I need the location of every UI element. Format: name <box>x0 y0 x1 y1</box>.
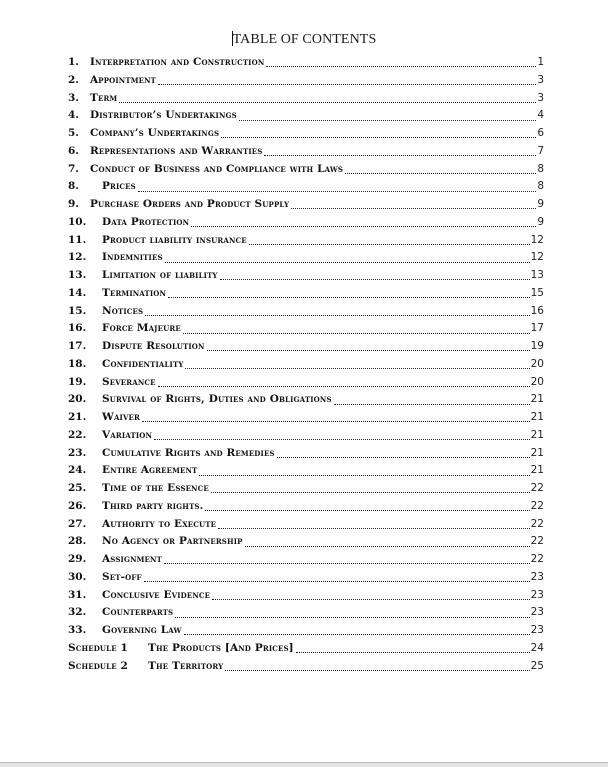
toc-entry-number: 31. <box>68 588 87 601</box>
toc-entry[interactable] <box>68 533 544 551</box>
toc-entry[interactable] <box>68 516 544 534</box>
schedule-page: 24 <box>530 641 544 654</box>
toc-entry-number: 22. <box>68 428 87 441</box>
toc-entry[interactable] <box>68 303 544 321</box>
dot-leader <box>158 74 536 85</box>
toc-entry-label: Dispute Resolution <box>102 340 205 352</box>
dot-leader <box>249 234 530 245</box>
toc-entry-page: 6 <box>537 127 544 139</box>
dot-leader <box>211 482 530 493</box>
toc-entry-number: 8. <box>68 180 79 193</box>
dot-leader <box>212 589 530 600</box>
schedule-page: 25 <box>530 659 544 672</box>
toc-entry[interactable] <box>68 462 544 480</box>
toc-entry[interactable] <box>68 54 544 72</box>
toc-entry-label: Indemnities <box>102 251 163 264</box>
toc-entry-number: 10. <box>68 215 87 228</box>
toc-entry-page: 21 <box>530 464 544 477</box>
toc-entry-page: 21 <box>530 428 544 441</box>
schedule-label: The Products [And Prices] <box>148 641 294 654</box>
toc-entry-label: Force Majeure <box>102 322 181 335</box>
toc-entry-page: 21 <box>530 411 544 423</box>
toc-entry-page: 3 <box>537 91 544 104</box>
dot-leader <box>264 145 536 156</box>
toc-entry-page: 4 <box>537 109 544 122</box>
toc-entry-number: 28. <box>68 535 87 548</box>
dot-leader <box>266 56 536 67</box>
toc-entry[interactable] <box>68 143 544 161</box>
toc-entry-number: 16. <box>68 322 87 335</box>
toc-title[interactable] <box>0 31 608 48</box>
toc-entry-page: 12 <box>530 233 544 246</box>
toc-entry-page: 23 <box>530 588 544 601</box>
toc-entry-number: 4. <box>68 109 79 122</box>
toc-title-text: TABLE OF CONTENTS <box>232 32 377 47</box>
toc-entry-number: 3. <box>68 91 79 104</box>
dot-leader <box>154 429 530 440</box>
toc-entry-number: 17. <box>68 340 87 352</box>
toc-entry-page: 16 <box>530 304 544 317</box>
toc-entry-page: 21 <box>530 446 544 459</box>
toc-entry-number: 9. <box>68 198 79 210</box>
toc-entry[interactable] <box>68 267 544 285</box>
toc-entry-label: Variation <box>102 428 153 441</box>
toc-entry[interactable] <box>68 391 544 409</box>
toc-entry-label: Distributor’s Undertakings <box>90 109 237 122</box>
dot-leader <box>184 624 530 635</box>
toc-entry-page: 22 <box>530 553 544 565</box>
toc-entry-number: 12. <box>68 251 87 264</box>
dot-leader <box>119 92 536 103</box>
toc-entry-label: Purchase Orders and Product Supply <box>90 198 290 210</box>
toc-entry[interactable] <box>68 178 544 196</box>
dot-leader <box>225 660 529 671</box>
toc-entry-label: Termination <box>102 286 167 299</box>
toc-entry[interactable] <box>68 604 544 622</box>
toc-entry-label: Term <box>90 91 118 104</box>
toc-entry-page: 22 <box>530 499 544 512</box>
toc-entry-number: 19. <box>68 375 87 388</box>
toc-entry-number: 25. <box>68 482 87 494</box>
toc-entry-label: Representations and Warranties <box>90 144 263 157</box>
toc-entry[interactable] <box>68 356 544 374</box>
toc-entry-label: Governing Law <box>102 624 182 636</box>
toc-entry-number: 1. <box>68 56 79 68</box>
toc-entry-label: Waiver <box>102 411 140 423</box>
toc-entry[interactable] <box>68 409 544 427</box>
toc-entry-number: 21. <box>68 411 87 423</box>
toc-entry-page: 8 <box>537 162 544 175</box>
toc-entry-page: 22 <box>530 482 544 494</box>
toc-entry-number: 26. <box>68 499 87 512</box>
toc-entry-label: No Agency or Partnership <box>102 535 243 548</box>
toc-entry-page: 23 <box>530 624 544 636</box>
toc-entry[interactable] <box>68 374 544 392</box>
toc-entry[interactable] <box>68 445 544 463</box>
dot-leader <box>185 358 529 369</box>
toc-entry-label: Product liability insurance <box>102 233 247 246</box>
toc-entry-label: Prices <box>102 180 136 193</box>
toc-entry-label: Company’s Undertakings <box>90 127 220 139</box>
dot-leader <box>158 376 530 387</box>
toc-entry-page: 21 <box>530 393 544 406</box>
toc-entry-number: 30. <box>68 570 87 583</box>
toc-entry[interactable] <box>68 569 544 587</box>
dot-leader <box>345 163 536 174</box>
toc-entry-number: 18. <box>68 357 87 370</box>
toc-entry[interactable] <box>68 320 544 338</box>
dot-leader <box>164 553 530 564</box>
schedule-number: Schedule 2 <box>68 659 128 672</box>
toc-entry-page: 8 <box>537 180 544 193</box>
toc-entry-number: 7. <box>68 162 79 175</box>
toc-entry[interactable] <box>68 107 544 125</box>
toc-entry-page: 20 <box>530 375 544 388</box>
toc-entry-label: Cumulative Rights and Remedies <box>102 446 275 459</box>
toc-entry-page: 1 <box>537 56 544 68</box>
toc-entry-page: 13 <box>530 269 544 281</box>
toc-entry-label: Notices <box>102 304 144 317</box>
table-of-contents <box>68 54 544 675</box>
toc-entry[interactable] <box>68 214 544 232</box>
toc-entry[interactable] <box>68 427 544 445</box>
toc-entry-page: 22 <box>530 517 544 530</box>
toc-entry[interactable] <box>68 125 544 143</box>
dot-leader <box>277 447 530 458</box>
toc-entry-number: 27. <box>68 517 87 530</box>
toc-entry-label: Confidentiality <box>102 357 184 370</box>
toc-entry-number: 13. <box>68 269 87 281</box>
toc-entry-page: 3 <box>537 73 544 86</box>
toc-entry[interactable] <box>68 498 544 516</box>
dot-leader <box>142 411 530 422</box>
toc-entry-label: Survival of Rights, Duties and Obligations <box>102 393 332 406</box>
dot-leader <box>145 305 529 316</box>
toc-entry-label: Limitation of liability <box>102 269 218 281</box>
dot-leader <box>199 465 529 476</box>
toc-entry-number: 14. <box>68 286 87 299</box>
toc-entry-label: Conduct of Business and Compliance with Laws <box>90 162 344 175</box>
toc-entry-number: 6. <box>68 144 79 157</box>
toc-entry-label: Interpretation and Construction <box>90 56 265 68</box>
toc-entry-page: 7 <box>537 144 544 157</box>
dot-leader <box>183 323 530 334</box>
dot-leader <box>291 198 536 209</box>
toc-entry[interactable] <box>68 587 544 605</box>
toc-entry-number: 29. <box>68 553 87 565</box>
toc-entry-label: Set-off <box>102 570 142 583</box>
dot-leader <box>175 607 529 618</box>
toc-schedule-entry[interactable] <box>68 658 544 676</box>
toc-entry-label: Appointment <box>90 73 156 86</box>
toc-entry-number: 20. <box>68 393 87 406</box>
dot-leader <box>239 110 536 121</box>
dot-leader <box>220 269 530 280</box>
dot-leader <box>334 394 530 405</box>
toc-entry-page: 19 <box>530 340 544 352</box>
toc-entry-page: 20 <box>530 357 544 370</box>
toc-entry-label: Data Protection <box>102 215 190 228</box>
toc-entry-number: 32. <box>68 606 87 619</box>
toc-entry-label: Severance <box>102 375 156 388</box>
page-gutter <box>0 763 608 767</box>
toc-entry-label: Time of the Essence <box>102 482 209 494</box>
toc-entry[interactable] <box>68 196 544 214</box>
toc-entry[interactable] <box>68 249 544 267</box>
toc-entry-number: 15. <box>68 304 87 317</box>
toc-entry-page: 23 <box>530 606 544 619</box>
toc-entry-page: 9 <box>537 198 544 210</box>
dot-leader <box>207 340 530 351</box>
dot-leader <box>144 571 530 582</box>
schedule-label: The Territory <box>148 659 224 672</box>
dot-leader <box>138 181 536 192</box>
toc-entry-label: Counterparts <box>102 606 174 619</box>
schedule-number: Schedule 1 <box>68 641 128 654</box>
toc-entry-page: 15 <box>530 286 544 299</box>
toc-entry-label: Conclusive Evidence <box>102 588 211 601</box>
toc-entry-page: 22 <box>530 535 544 548</box>
dot-leader <box>191 216 536 227</box>
toc-entry-number: 23. <box>68 446 87 459</box>
dot-leader <box>296 642 530 653</box>
toc-entry-number: 2. <box>68 73 79 86</box>
toc-entry[interactable] <box>68 551 544 569</box>
dot-leader <box>221 127 536 138</box>
toc-entry-number: 33. <box>68 624 87 636</box>
dot-leader <box>245 536 530 547</box>
toc-entry-label: Third party rights. <box>102 499 204 512</box>
toc-entry-number: 24. <box>68 464 87 477</box>
toc-schedule-entry[interactable] <box>68 640 544 658</box>
toc-entry-label: Authority to Execute <box>102 517 217 530</box>
dot-leader <box>168 287 530 298</box>
toc-entry[interactable] <box>68 285 544 303</box>
toc-entry-number: 5. <box>68 127 79 139</box>
toc-entry-page: 17 <box>530 322 544 335</box>
toc-entry-page: 12 <box>530 251 544 264</box>
toc-entry[interactable] <box>68 72 544 90</box>
dot-leader <box>205 500 529 511</box>
toc-entry[interactable] <box>68 338 544 356</box>
toc-entry[interactable] <box>68 90 544 108</box>
toc-entry-page: 9 <box>537 215 544 228</box>
toc-entry[interactable] <box>68 622 544 640</box>
toc-entry-label: Entire Agreement <box>102 464 198 477</box>
toc-entry[interactable] <box>68 161 544 179</box>
toc-entry-label: Assignment <box>102 553 162 565</box>
toc-entry[interactable] <box>68 480 544 498</box>
dot-leader <box>165 252 530 263</box>
dot-leader <box>218 518 530 529</box>
toc-entry-number: 11. <box>68 233 87 246</box>
toc-entry[interactable] <box>68 232 544 250</box>
toc-entry-page: 23 <box>530 570 544 583</box>
